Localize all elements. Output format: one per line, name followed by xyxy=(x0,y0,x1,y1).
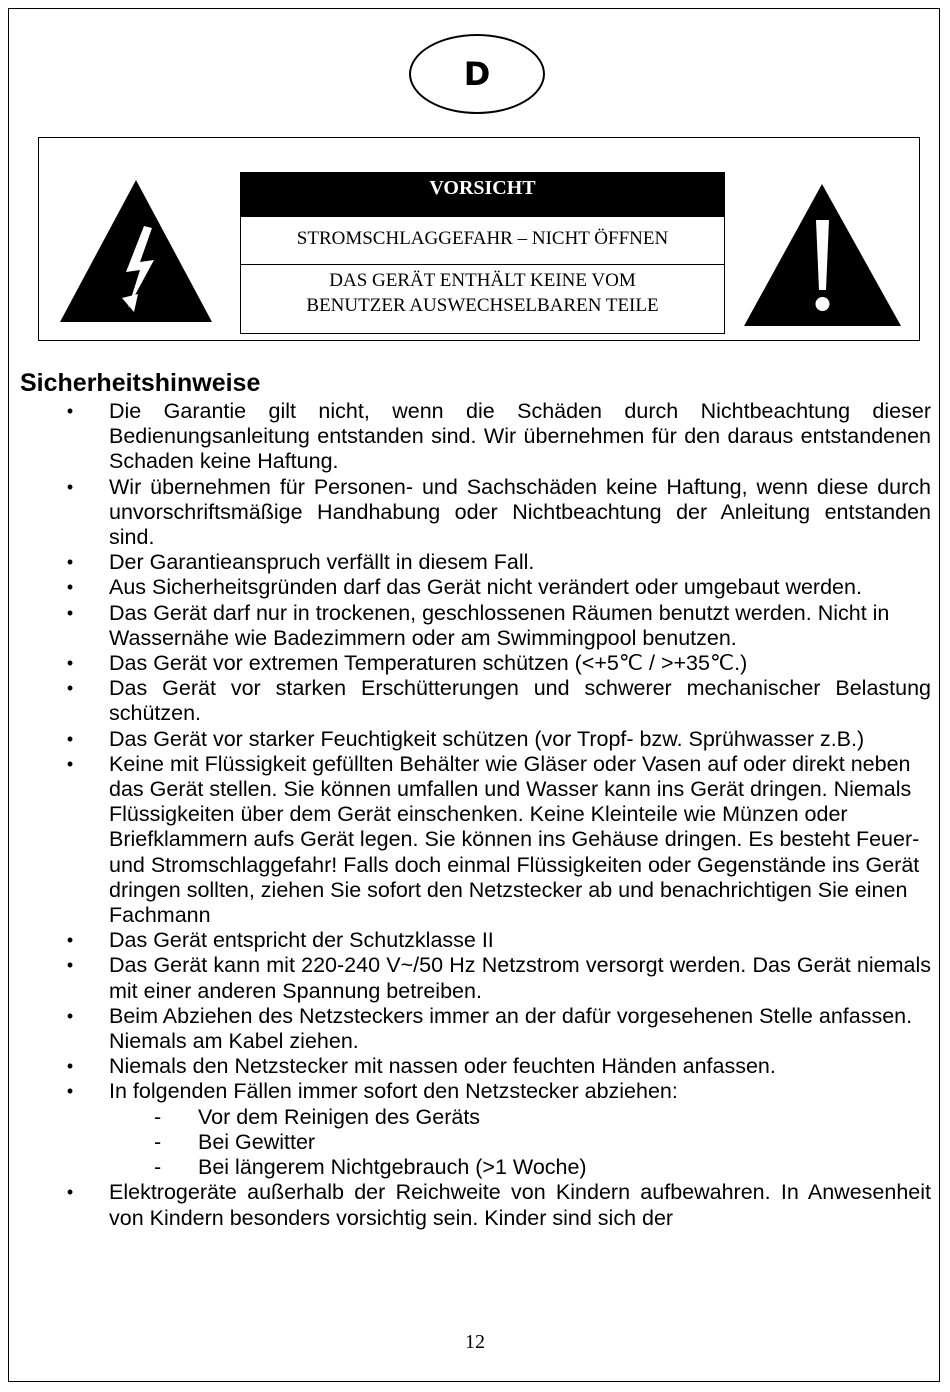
language-badge: D xyxy=(409,34,545,114)
caution-panel xyxy=(240,172,725,334)
list-item-text: Beim Abziehen des Netzsteckers immer an der dafür vorgesehenen Stelle anfassen. Niemals am Kabel ziehen. xyxy=(109,1003,913,1054)
caution-no-user-parts xyxy=(241,265,724,318)
bullet: • xyxy=(66,678,74,699)
dash: - xyxy=(154,1155,162,1180)
sub-list-item xyxy=(0,1130,950,1155)
list-item-text: Das Gerät kann mit 220-240 V~/50 Hz Netzstrom versorgt werden. Das Gerät niemals mit einer anderen Spannung betreiben. xyxy=(109,953,931,1003)
list-item-text: Wir übernehmen für Personen- und Sachschäden keine Haftung, wenn diese durch unvorschriftsmäßige Handhabung oder Nichtbeachtung der Anleitung entstanden sind. xyxy=(109,474,931,550)
section-title: Sicherheitshinweise xyxy=(20,369,261,397)
dash: - xyxy=(154,1104,162,1129)
list-item xyxy=(0,550,950,575)
bullet: • xyxy=(66,476,74,497)
sub-list-item xyxy=(0,1105,950,1130)
bullet: • xyxy=(66,401,74,421)
list-item xyxy=(0,928,950,953)
list-item xyxy=(0,1180,950,1230)
list-item xyxy=(0,752,950,928)
page-number: 12 xyxy=(465,1331,485,1353)
sub-list-item-text: Bei längerem Nichtgebrauch (>1 Woche) xyxy=(198,1155,587,1180)
list-item xyxy=(0,1054,950,1079)
list-item xyxy=(0,475,950,551)
bullet: • xyxy=(66,602,74,623)
list-item xyxy=(0,1079,950,1104)
bullet: • xyxy=(66,1081,74,1102)
list-item xyxy=(0,953,950,1003)
bullet: • xyxy=(66,955,74,976)
list-item-text: Das Gerät vor extremen Temperaturen schützen (<+5℃ / >+35℃.) xyxy=(109,651,748,676)
bullet: • xyxy=(66,1005,74,1026)
safety-instructions-list xyxy=(0,399,950,1231)
list-item-text: Das Gerät vor starken Erschütterungen und schwerer mechanischer Belastung schützen. xyxy=(109,676,931,726)
bullet: • xyxy=(66,552,74,573)
list-item-text: Der Garantieanspruch verfällt in diesem Fall. xyxy=(109,550,535,575)
list-item-text: In folgenden Fällen immer sofort den Netzstecker abziehen: xyxy=(109,1079,678,1104)
list-item xyxy=(0,399,950,475)
bullet: • xyxy=(66,753,74,774)
sub-list-item xyxy=(0,1155,950,1180)
list-item xyxy=(0,601,950,651)
bullet: • xyxy=(66,1056,74,1077)
list-item-text: Das Gerät vor starker Feuchtigkeit schützen (vor Tropf- bzw. Sprühwasser z.B.) xyxy=(109,726,865,751)
list-item-text: Aus Sicherheitsgründen darf das Gerät nicht verändert oder umgebaut werden. xyxy=(109,575,862,600)
electric-shock-warning-icon xyxy=(56,176,216,326)
bullet: • xyxy=(66,1182,74,1203)
list-item-text: Elektrogeräte außerhalb der Reichweite von Kindern aufbewahren. In Anwesenheit von Kindern besonders vorsichtig sein. Kinder sind sich der xyxy=(109,1180,931,1230)
sub-list-item-text: Bei Gewitter xyxy=(198,1129,316,1154)
list-item-text: Keine mit Flüssigkeit gefüllten Behälter wie Gläser oder Vasen auf oder direkt neben das Gerät stellen. Sie können umfallen und Wasser kann ins Gerät dringen. Niemals Flüssigkeiten über dem Gerät einschenken. Keine Kleinteile wie Münzen oder Briefklammern aufs Gerät legen. Sie können ins Gehäuse dringen. Es besteht Feuer- und Stromschlaggefahr! Falls doch einmal Flüssigkeiten oder Gegenstände ins Gerät dringen sollten, ziehen Sie sofort den Netzstecker ab und benachrichtigen Sie einen Fachmann xyxy=(109,751,920,928)
dash: - xyxy=(154,1129,162,1154)
bullet: • xyxy=(66,577,74,598)
list-item xyxy=(0,676,950,726)
list-item-text: Das Gerät darf nur in trockenen, geschlossenen Räumen benutzt werden. Nicht in Wassernähe wie Badezimmern oder am Swimmingpool benutzen. xyxy=(109,600,890,650)
list-item xyxy=(0,727,950,752)
bullet: • xyxy=(66,930,74,951)
list-item xyxy=(0,651,950,676)
caution-note-line-2: BENUTZER AUSWECHSELBAREN TEILE xyxy=(306,295,659,316)
list-item-text: Niemals den Netzstecker mit nassen oder feuchten Händen anfassen. xyxy=(109,1054,776,1079)
sub-list-item-text: Vor dem Reinigen des Geräts xyxy=(198,1104,481,1129)
bullet: • xyxy=(66,728,74,749)
list-item xyxy=(0,575,950,600)
list-item-text: Das Gerät entspricht der Schutzklasse II xyxy=(109,928,494,953)
exclamation-warning-icon xyxy=(740,180,905,330)
caution-note-line-1: DAS GERÄT ENTHÄLT KEINE VOM xyxy=(329,270,636,291)
caution-title: VORSICHT xyxy=(241,173,724,217)
caution-shock-warning: STROMSCHLAGGEFAHR – NICHT ÖFFNEN xyxy=(241,217,724,265)
list-item-text: Die Garantie gilt nicht, wenn die Schäden durch Nichtbeachtung dieser Bedienungsanleitung entstanden sind. Wir übernehmen für den daraus entstandenen Schaden keine Haftung. xyxy=(109,399,931,474)
bullet: • xyxy=(66,653,74,674)
list-item xyxy=(0,1004,950,1054)
